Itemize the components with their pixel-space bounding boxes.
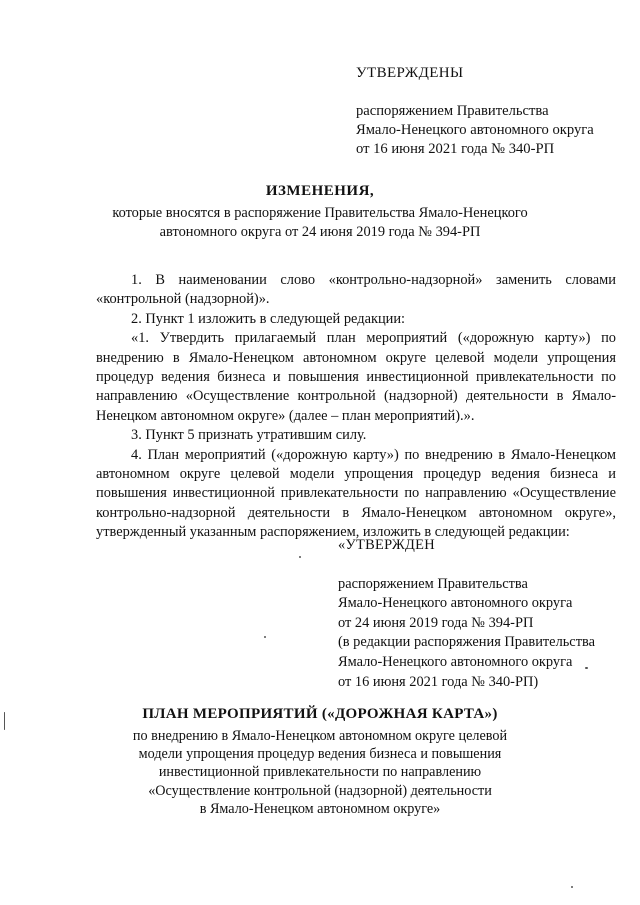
paragraph-4: 4. План мероприятий («дорожную карту») по внедрению в Ямало-Ненецком автономном округе целевой модели упрощения процедур ведения бизнеса и повышения инвестиционной привлекательности по направлению «Осуществление контрольно-надзорной деятельности в Ямало-Ненецком автономном округе», утвержденный указанным распоряжением, изложить в следующей редакции: bbox=[96, 446, 616, 541]
scan-speck bbox=[299, 556, 301, 558]
paragraph-2: 2. Пункт 1 изложить в следующей редакции: bbox=[131, 310, 406, 327]
plan-title: ПЛАН МЕРОПРИЯТИЙ («ДОРОЖНАЯ КАРТА») bbox=[142, 706, 498, 722]
approval-plan-line: (в редакции распоряжения Правительства bbox=[338, 634, 595, 651]
approval-plan-line: от 16 июня 2021 года № 340-РП) bbox=[338, 673, 539, 690]
changes-title: ИЗМЕНЕНИЯ, bbox=[265, 183, 375, 199]
plan-subtitle-line: инвестиционной привлекательности по направлению bbox=[158, 764, 482, 781]
paragraph-3: 3. Пункт 5 признать утратившим силу. bbox=[131, 427, 367, 444]
approval-plan-line: Ямало-Ненецкого автономного округа bbox=[338, 653, 573, 670]
document-body bbox=[96, 271, 616, 543]
plan-subtitle-line: в Ямало-Ненецком автономном округе» bbox=[199, 800, 441, 817]
scan-speck bbox=[571, 886, 573, 888]
approval-block-plan bbox=[338, 536, 595, 692]
changes-subtitle bbox=[0, 204, 640, 242]
paragraph-1: 1. В наименовании слово «контрольно-надзорной» заменить словами «контрольной (надзорной)». bbox=[96, 272, 616, 308]
plan-subtitle-line: модели упрощения процедур ведения бизнеса и повышения bbox=[138, 746, 502, 763]
paragraph-2-quote: «1. Утвердить прилагаемый план мероприятий («дорожную карту») по внедрению в Ямало-Ненецком автономном округе целевой модели упрощения процедур ведения бизнеса и повышения инвестиционной привлекательности по направлению «Осуществление контрольной (надзорной) деятельности в Ямало-Ненецком автономном округе» (далее – план мероприятий).». bbox=[96, 330, 616, 424]
approval-block-top bbox=[356, 64, 594, 159]
scan-speck bbox=[585, 667, 588, 669]
changes-subtitle-line: автономного округа от 24 июня 2019 года № 394-РП bbox=[159, 224, 481, 240]
approval-plan-line: распоряжением Правительства bbox=[338, 575, 528, 592]
plan-subtitle bbox=[0, 727, 640, 818]
approval-plan-line: Ямало-Ненецкого автономного округа bbox=[338, 595, 573, 612]
approval-line: Ямало-Ненецкого автономного округа bbox=[356, 122, 594, 138]
approval-plan-heading: «УТВЕРЖДЕН bbox=[338, 537, 435, 553]
approval-heading: УТВЕРЖДЕНЫ bbox=[356, 65, 464, 81]
scan-edge-mark bbox=[4, 712, 5, 730]
approval-plan-line: от 24 июня 2019 года № 394-РП bbox=[338, 614, 534, 631]
approval-line: распоряжением Правительства bbox=[356, 103, 549, 119]
plan-subtitle-line: «Осуществление контрольной (надзорной) деятельности bbox=[148, 782, 492, 799]
plan-subtitle-line: по внедрению в Ямало-Ненецком автономном округе целевой bbox=[132, 728, 508, 744]
scan-speck bbox=[264, 636, 266, 638]
approval-line: от 16 июня 2021 года № 340-РП bbox=[356, 141, 555, 157]
changes-subtitle-line: которые вносятся в распоряжение Правительства Ямало-Ненецкого bbox=[112, 205, 528, 221]
